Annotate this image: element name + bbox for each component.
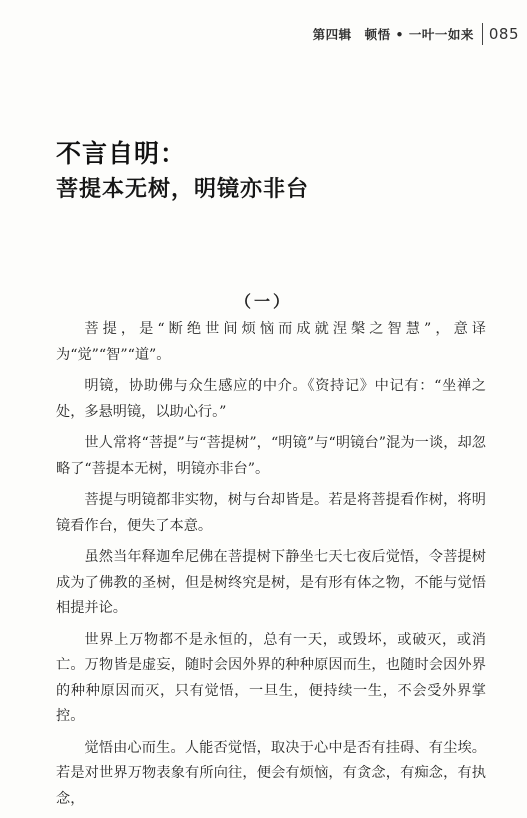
article-body xyxy=(56,317,486,818)
page-number: 085 xyxy=(488,25,519,43)
article-subtitle: 菩提本无树，明镜亦非台 xyxy=(56,177,310,202)
running-header xyxy=(313,22,519,46)
header-divider xyxy=(482,23,483,45)
paragraph: 明镜，协助佛与众生感应的中介。《资持记》中记有：“坐禅之处，多悬明镜，以助心行。” xyxy=(56,378,486,420)
article-title: 不言自明： xyxy=(56,139,187,168)
paragraph: 世界上万物都不是永恒的，总有一天，或毁坏，或破灭，或消亡。万物皆是虚妄，随时会因外界的种种原因而生，也随时会因外界的种种原因而灭，只有觉悟，一旦生，便持续一生，不会受外界掌控。 xyxy=(56,631,486,724)
paragraph: 觉悟由心而生。人能否觉悟，取决于心中是否有挂碍、有尘埃。若是对世界万物表象有所向往，便会有烦恼，有贪念，有痴念，有执念， xyxy=(56,739,486,807)
paragraph: 虽然当年释迦牟尼佛在菩提树下静坐七天七夜后觉悟，令菩提树成为了佛教的圣树，但是树终究是树，是有形有体之物，不能与觉悟相提并论。 xyxy=(56,549,486,616)
section-heading: （一） xyxy=(234,292,292,311)
chapter-header: 第四辑 顿悟 • 一叶一如来 xyxy=(312,27,474,42)
paragraph: 世人常将“菩提”与“菩提树”，“明镜”与“明镜台”混为一谈，却忽略了“菩提本无树，明镜亦非台”。 xyxy=(56,435,486,477)
paragraph: 菩提，是“断绝世间烦恼而成就涅槃之智慧”，意译为“觉”“智”“道”。 xyxy=(56,321,486,363)
paragraph: 菩提与明镜都非实物，树与台却皆是。若是将菩提看作树，将明镜看作台，便失了本意。 xyxy=(56,492,486,534)
